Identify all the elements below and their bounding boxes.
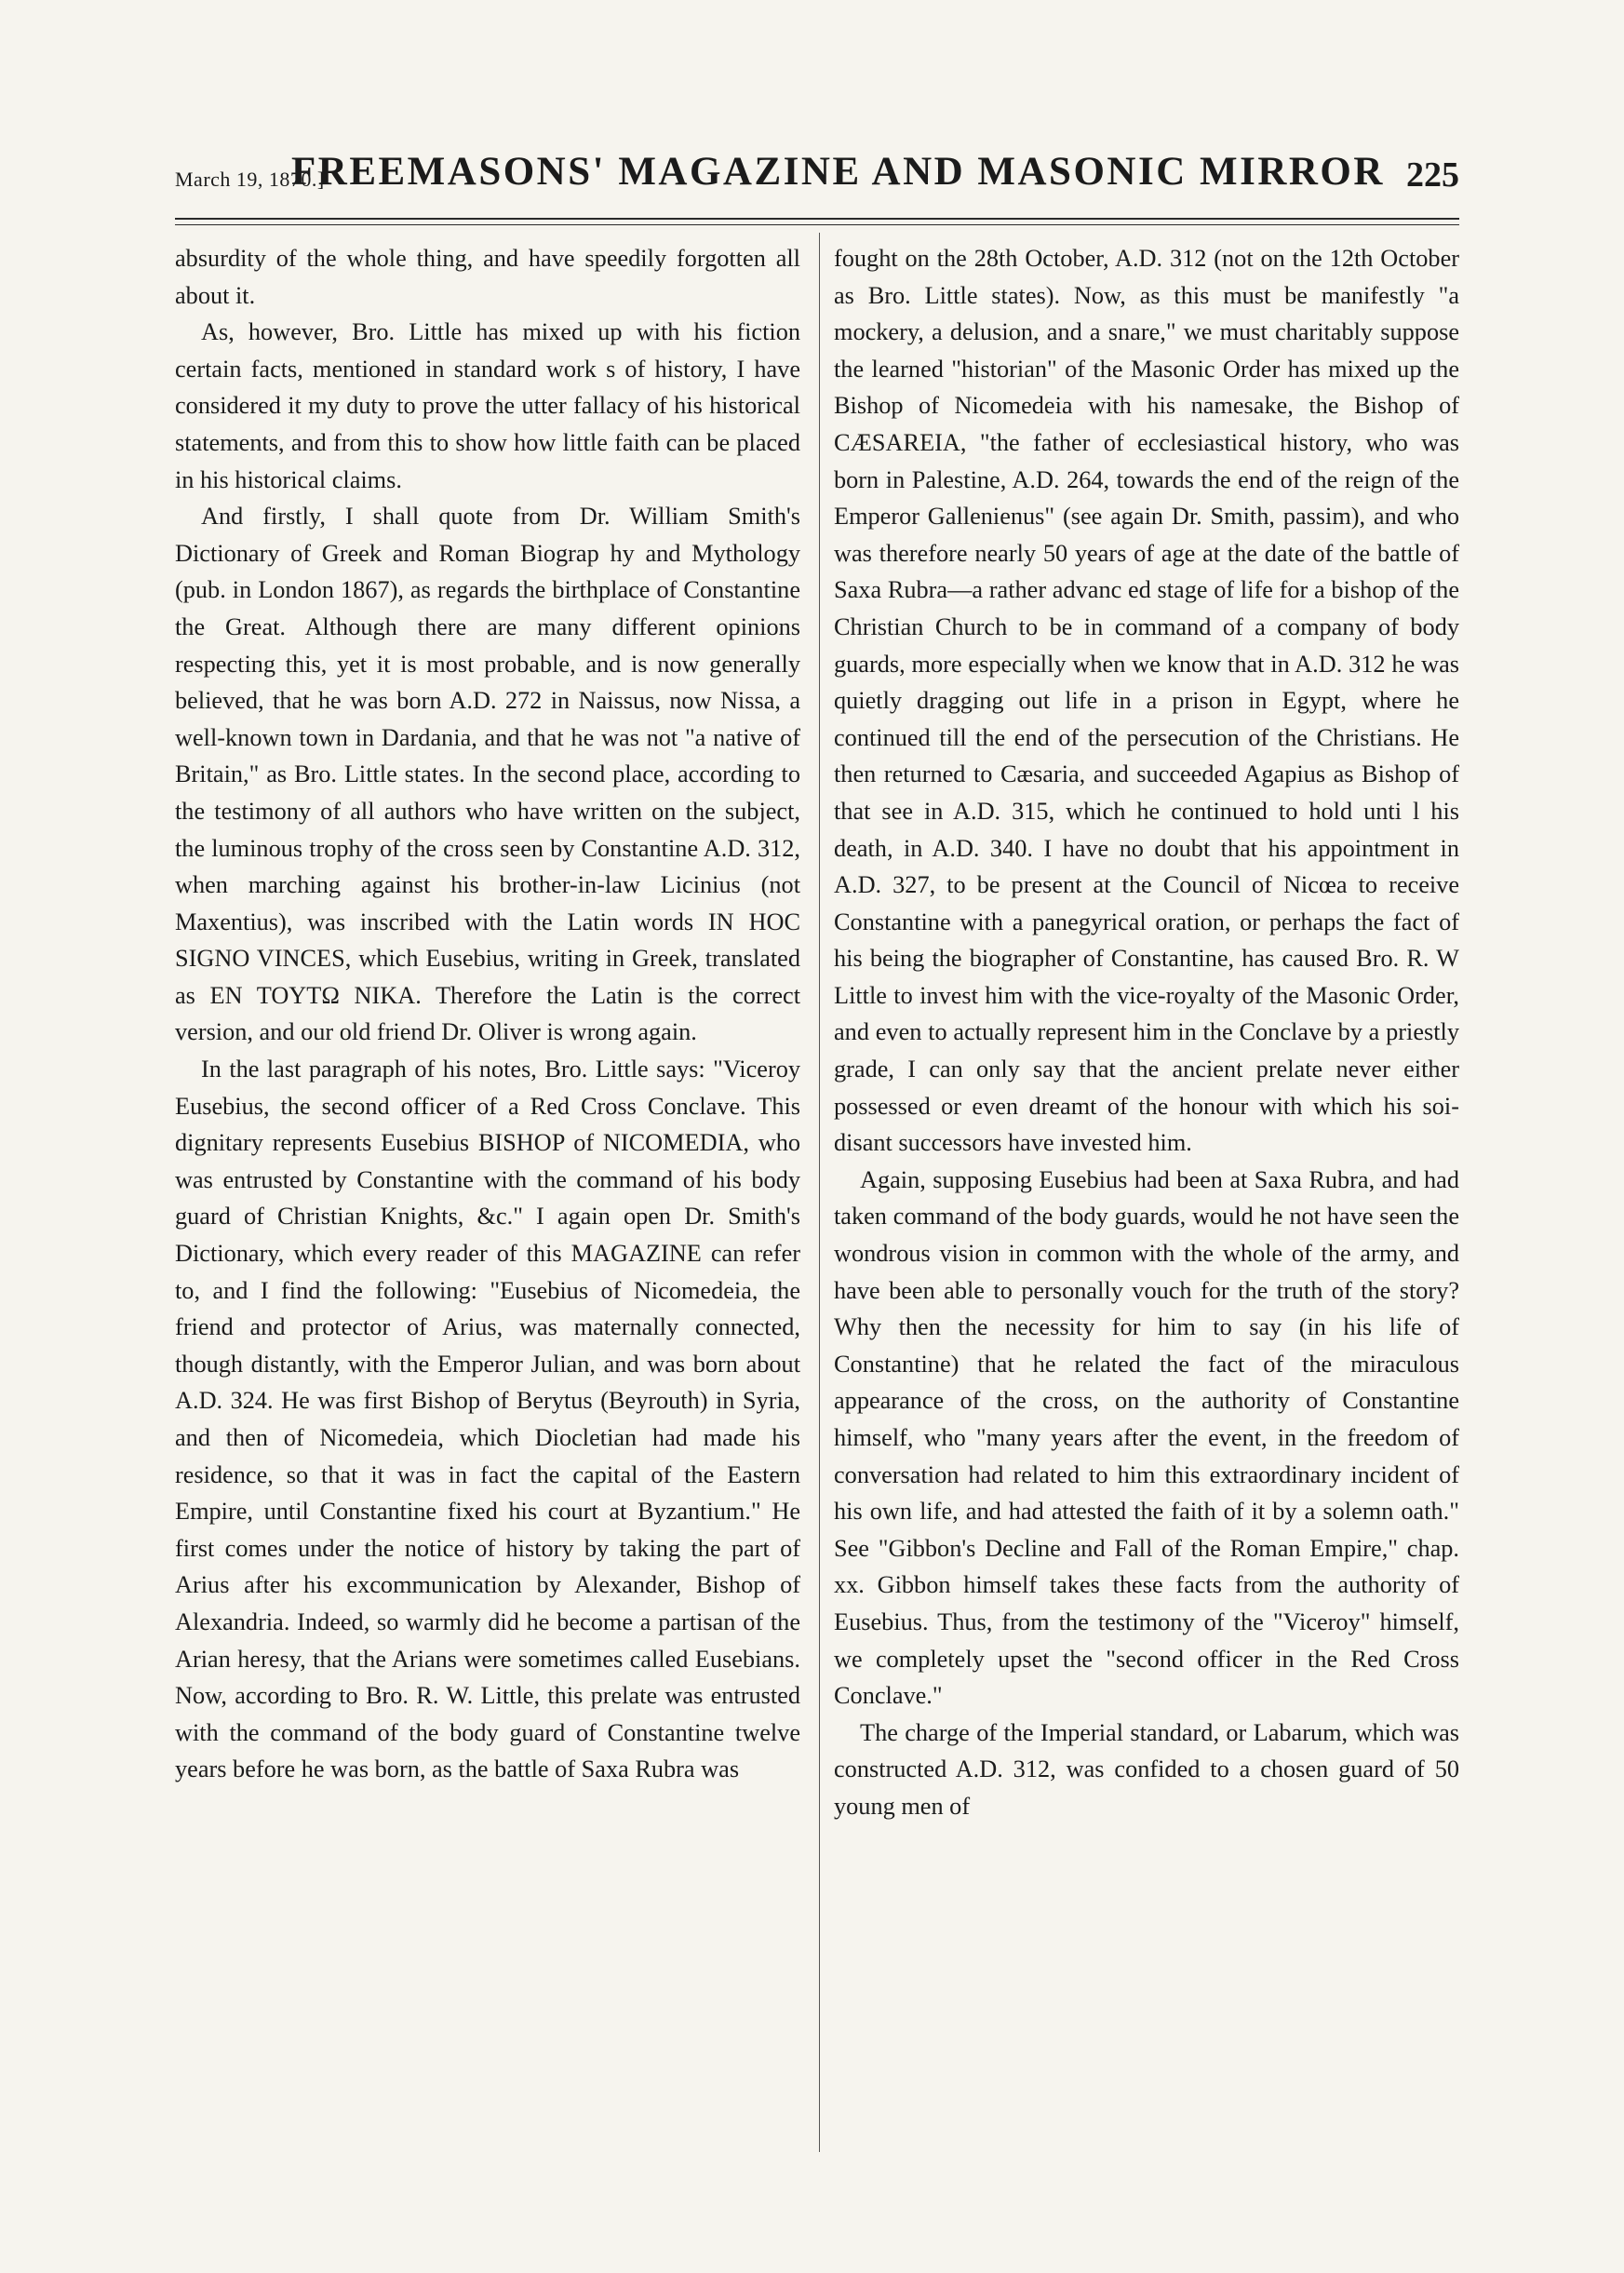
page-header bbox=[175, 149, 1459, 205]
issue-date: March 19, 1870.] bbox=[175, 168, 325, 191]
left-column bbox=[175, 240, 800, 1788]
paragraph: The charge of the Imperial standard, or Labarum, which was constructed A.D. 312, was confided to a chosen guard of 50 young men of bbox=[834, 1718, 1459, 1820]
publication-title: FREEMASONS' MAGAZINE AND MASONIC MIRROR bbox=[291, 150, 1385, 194]
paragraph: fought on the 28th October, A.D. 312 (not on the 12th October as Bro. Little states). Now, as this must be manifestly "a mockery, a delusion, and a snare," we must charitably suppose the learned "historian" of the Masonic Order has mixed up the Bishop of Nicomedeia with his namesake, the Bishop of CÆSAREIA, "the father of ecclesiastical history, who was born in Palestine, A.D. 264, towards the end of the reign of the Emperor Gallenienus" (see again Dr. Smith, passim), and who was therefore nearly 50 years of age at the date of the battle of Saxa Rubra—a rather advanc ed stage of life for a bishop of the Christian Church to be in command of a company of body guards, more especially when we know that in A.D. 312 he was quietly dragging out life in a prison in Egypt, where he continued till the end of the persecution of the Christians. He then returned to Cæsaria, and succeeded Agapius as Bishop of that see in A.D. 315, which he continued to hold unti l his death, in A.D. 340. I have no doubt that his appointment in A.D. 327, to be present at the Council of Nicœa to receive Constantine with a panegyrical oration, or perhaps the fact of his being the biographer of Constantine, has caused Bro. R. W Little to invest him with the vice-royalty of the Masonic Order, and even to actually represent him in the Conclave by a priestly grade, I can only say that the ancient prelate never either possessed or even dreamt of the honour with which his soi-disant successors have invested him. bbox=[834, 245, 1459, 1157]
paragraph: Again, supposing Eusebius had been at Saxa Rubra, and had taken command of the body guards, would he not have seen the wondrous vision in common with the whole of the army, and have been able to personally vouch for the truth of the story? Why then the necessity for him to say (in his life of Constantine) that he related the fact of the miraculous appearance of the cross, on the authority of Constantine himself, who "many years after the event, in the freedom of conversation had related to him this extraordinary incident of his own life, and had attested the faith of it by a solemn oath." See "Gibbon's Decline and Fall of the Roman Empire," chap. xx. Gibbon himself takes these facts from the authority of Eusebius. Thus, from the testimony of the "Viceroy" himself, we completely upset the "second officer in the Red Cross Conclave." bbox=[834, 1165, 1459, 1710]
paragraph: absurdity of the whole thing, and have speedily forgotten all about it. bbox=[175, 245, 800, 309]
paragraph: And firstly, I shall quote from Dr. William Smith's Dictionary of Greek and Roman Biograp hy and Mythology (pub. in London 1867), as regards the birthplace of Constantine the Great. Although there are many different opinions respecting this, yet it is most probable, and is now generally believed, that he was born A.D. 272 in Naissus, now Nissa, a well-known town in Dardania, and that he was not "a native of Britain," as Bro. Little states. In the second place, according to the testimony of all authors who have written on the subject, the luminous trophy of the cross seen by Constantine A.D. 312, when marching against his brother-in-law Licinius (not Maxentius), was inscribed with the Latin words IN HOC SIGNO VINCES, which Eusebius, writing in Greek, translated as EN TOYTΩ NIKA. Therefore the Latin is the correct version, and our old friend Dr. Oliver is wrong again. bbox=[175, 503, 800, 1046]
header-rule bbox=[175, 218, 1459, 220]
right-column bbox=[834, 240, 1459, 1825]
column-divider bbox=[819, 233, 820, 2152]
paragraph: In the last paragraph of his notes, Bro. Little says: "Viceroy Eusebius, the second officer of a Red Cross Conclave. This dignitary represents Eusebius BISHOP of NICOMEDIA, who was entrusted by Constantine with the command of his body guard of Christian Knights, &c." I again open Dr. Smith's Dictionary, which every reader of this MAGAZINE can refer to, and I find the following: "Eusebius of Nicomedeia, the friend and protector of Arius, was maternally connected, though distantly, with the Emperor Julian, and was born about A.D. 324. He was first Bishop of Berytus (Beyrouth) in Syria, and then of Nicomedeia, which Diocletian had made his residence, so that it was in fact the capital of the Eastern Empire, until Constantine fixed his court at Byzantium." He first comes under the notice of history by taking the part of Arius after his excommunication by Alexander, Bishop of Alexandria. Indeed, so warmly did he become a partisan of the Arian heresy, that the Arians were sometimes called Eusebians. Now, according to Bro. R. W. Little, this prelate was entrusted with the command of the body guard of Constantine twelve years before he was born, as the battle of Saxa Rubra was bbox=[175, 1056, 800, 1783]
page-number: 225 bbox=[1406, 155, 1459, 195]
paragraph: As, however, Bro. Little has mixed up with his fiction certain facts, mentioned in standard work s of history, I have considered it my duty to prove the utter fallacy of his historical statements, and from this to show how little faith can be placed in his historical claims. bbox=[175, 318, 800, 493]
header-rule-thin bbox=[175, 224, 1459, 225]
